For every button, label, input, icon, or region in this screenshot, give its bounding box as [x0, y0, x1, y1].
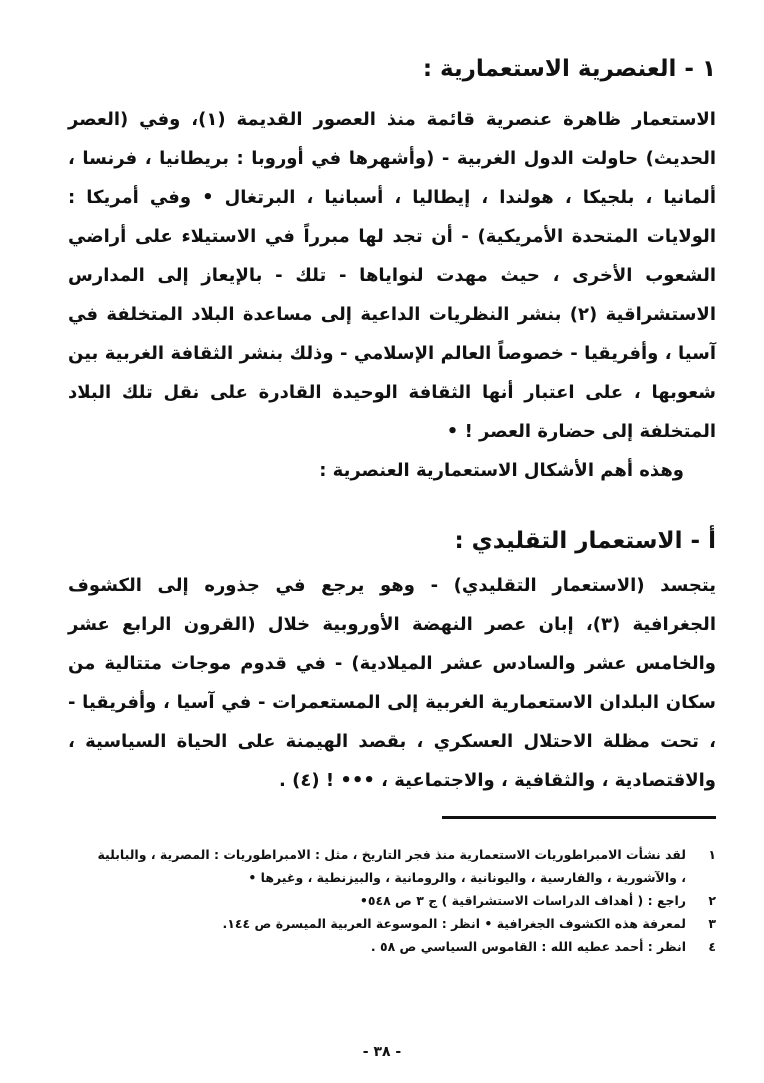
footnote	[68, 912, 716, 935]
footnote-number: ٤	[708, 939, 716, 954]
section-paragraph: الاستعمار ظاهرة عنصرية قائمة منذ العصور القديمة (١)، وفي (العصر الحديث) حاولت الدول الغربية - (وأشهرها في أوروبا : بريطانيا ، فرنسا ، ألمانيا ، بلجيكا ، هولندا ، إيطاليا ، أسبانيا ، البرتغال • وفي أمريكا : الولايات المتحدة الأمريكية) - أن تجد لها مبرراً في الاستيلاء على أراضي الشعوب الأخرى ، حيث مهدت لنواياها - تلك - بالإيعاز إلى المدارس الاستشراقية (٢) بنشر النظريات الداعية إلى مساعدة البلاد المتخلفة في آسيا ، وأفريقيا - خصوصاً العالم الإسلامي - وذلك بنشر الثقافة الغربية بين شعوبها ، على اعتبار أنها الثقافة الوحيدة القادرة على نقل تلك البلاد المتخلفة إلى حضارة العصر ! •	[68, 109, 716, 442]
footnote-text: لمعرفة هذه الكشوف الجغرافية • انظر : الموسوعة العربية الميسرة ص ١٤٤.	[222, 916, 686, 931]
footnote-divider	[442, 816, 716, 819]
section-heading-traditional-colonialism: أ - الاستعمار التقليدي :	[454, 528, 716, 554]
footnote	[68, 889, 716, 912]
footnote	[68, 935, 716, 958]
footnote-text: لقد نشأت الامبراطوريات الاستعمارية منذ فجر التاريخ ، مثل : الامبراطوريات : المصرية ، والبابلية	[97, 847, 686, 862]
footnote	[68, 843, 716, 866]
section-lead-line: وهذه أهم الأشكال الاستعمارية العنصرية :	[319, 460, 684, 481]
footnote-text: راجع : ( أهداف الدراسات الاستشراقية ) ج ٣ ص ٥٤٨•	[359, 893, 686, 908]
footnote-number: ١	[708, 847, 716, 862]
page-number: - ٣٨ -	[362, 1044, 402, 1060]
section-paragraph: يتجسد (الاستعمار التقليدي) - وهو يرجع في جذوره إلى الكشوف الجغرافية (٣)، إبان عصر النهضة الأوروبية خلال (القرون الرابع عشر والخامس عشر والسادس عشر الميلادية) - في قدوم موجات متتالية من سكان البلدان الاستعمارية الغربية إلى المستعمرات - في آسيا ، وأفريقيا - ، تحت مظلة الاحتلال العسكري ، بقصد الهيمنة على الحياة السياسية ، والاقتصادية ، والثقافية ، والاجتماعية ، ••• ! (٤) .	[68, 575, 716, 791]
footnotes	[68, 843, 716, 958]
section-heading-racist-colonialism: ١ - العنصرية الاستعمارية :	[422, 56, 716, 82]
footnote-number: ٣	[708, 916, 716, 931]
footnote-continuation: ، والآشورية ، والفارسية ، واليونانية ، والرومانية ، والبيزنطية ، وغيرها •	[248, 870, 686, 885]
footnote-text: انظر : أحمد عطيه الله : القاموس السياسي ص ٥٨ .	[370, 939, 686, 954]
footnote-number: ٢	[708, 893, 716, 908]
document-page	[68, 40, 716, 958]
